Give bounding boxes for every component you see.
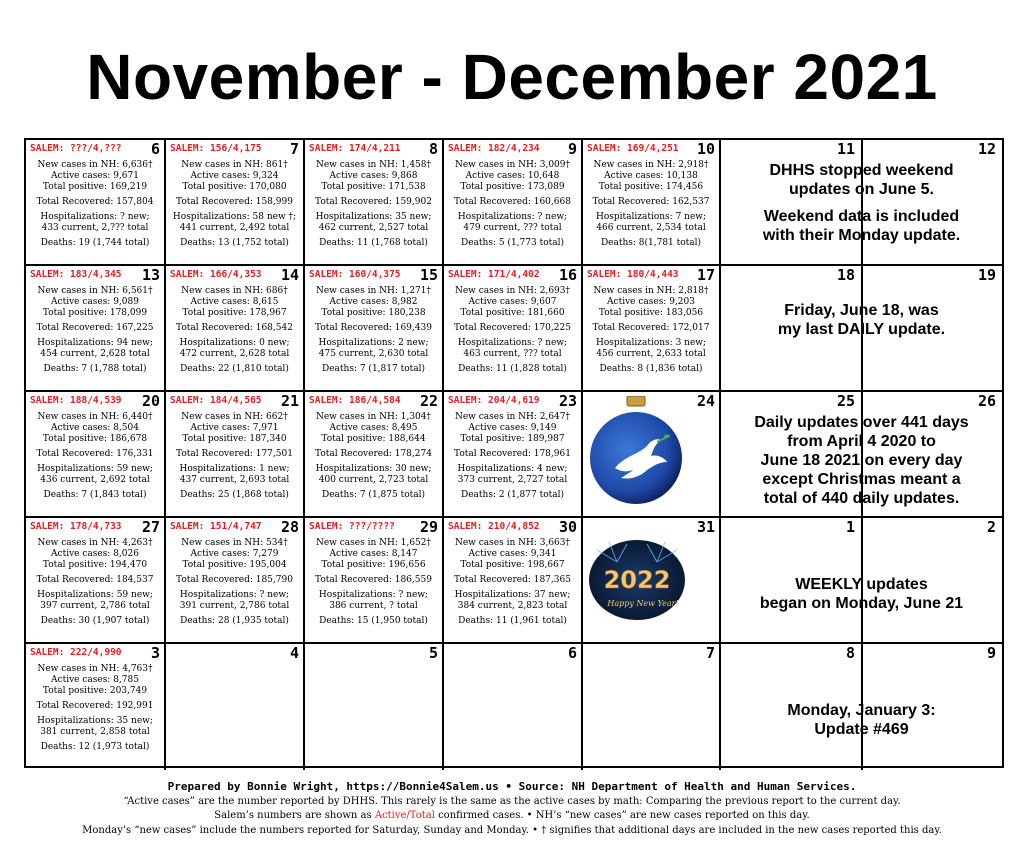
new-cases: New cases in NH: 662† (181, 412, 288, 422)
new-cases: New cases in NH: 1,304† (315, 412, 431, 422)
daily-stats (166, 160, 303, 249)
cell-header (166, 140, 303, 160)
footer-monday-note: Monday’s “new cases” include the numbers reported for Saturday, Sunday and Monday. • † signifies that additional days are included in the new cases reported this day. (82, 824, 942, 836)
salem-count: SALEM: 180/4,443 (587, 269, 679, 280)
cell-header (305, 392, 442, 412)
daily-stats (444, 160, 581, 249)
weekday-cell (444, 518, 583, 644)
hospitalizations: Hospitalizations: 59 new; (37, 464, 153, 474)
salem-count: SALEM: 166/4,353 (170, 269, 262, 280)
hospitalizations: Hospitalizations: 4 new; (457, 464, 568, 474)
day-number: 6 (567, 644, 577, 662)
hospital-current-total: 373 current, 2,727 total (457, 475, 568, 485)
total-recovered: Total Recovered: 178,961 (454, 449, 571, 459)
new-year-2022-image (587, 522, 687, 620)
day-number: 6 (150, 140, 160, 158)
new-cases: New cases in NH: 2,818† (593, 286, 709, 296)
saturday-day-number: 1 (845, 518, 855, 536)
active-cases: Active cases: 9,341 (468, 549, 557, 559)
new-cases: New cases in NH: 4,263† (37, 538, 153, 548)
hospital-current-total: 381 current, 2,858 total (40, 727, 150, 737)
deaths: Deaths: 5 (1,773 total) (461, 238, 564, 248)
hospitalizations: Hospitalizations: 0 new; (179, 338, 290, 348)
daily-stats (444, 412, 581, 501)
total-positive: Total positive: 178,967 (182, 308, 287, 318)
sunday-day-number: 2 (986, 518, 996, 536)
weekday-cell (26, 266, 166, 392)
active-cases: Active cases: 8,504 (51, 423, 139, 433)
saturday-column (721, 140, 861, 264)
weekend-note-line: except Christmas meant a (762, 471, 961, 488)
new-cases: New cases in NH: 534† (181, 538, 288, 548)
total-positive: Total positive: 187,340 (182, 434, 287, 444)
cell-header (166, 392, 303, 412)
weekend-note-line: Weekend data is included (763, 207, 960, 225)
day-number: 7 (705, 644, 715, 662)
weekday-cell (305, 140, 444, 266)
weekday-cell (444, 140, 583, 266)
cell-header (444, 266, 581, 286)
day-number: 13 (141, 266, 160, 284)
total-recovered: Total Recovered: 176,331 (36, 449, 154, 459)
hospital-current-total: 400 current, 2,723 total (318, 475, 429, 485)
daily-stats (26, 286, 164, 375)
total-positive: Total positive: 181,660 (460, 308, 565, 318)
day-number: 30 (558, 518, 577, 536)
weekday-cell (583, 518, 721, 644)
active-cases: Active cases: 9,607 (468, 297, 557, 307)
cell-header (305, 518, 442, 538)
weekend-note-line: WEEKLY updates (795, 576, 928, 593)
weekday-cell (166, 518, 305, 644)
active-cases: Active cases: 9,671 (51, 171, 139, 181)
day-number: 17 (696, 266, 715, 284)
active-cases: Active cases: 8,147 (329, 549, 418, 559)
hospitalizations: Hospitalizations: ? new; (457, 212, 568, 222)
salem-count: SALEM: 183/4,345 (30, 269, 122, 280)
saturday-day-number: 18 (836, 266, 855, 284)
sunday-day-number: 19 (977, 266, 996, 284)
day-number: 20 (141, 392, 160, 410)
total-recovered: Total Recovered: 186,559 (315, 575, 432, 585)
page-title: November - December 2021 (86, 41, 938, 113)
footer-active-note: “Active cases” are the number reported by DHHS. This rarely is the same as the active cases by math: Comparing the previous report to the current day. (123, 795, 901, 807)
total-positive: Total positive: 196,656 (321, 560, 426, 570)
active-cases: Active cases: 7,971 (190, 423, 279, 433)
weekend-note-line: updates on June 5. (789, 181, 934, 198)
hospital-current-total: 386 current, ? total (329, 601, 418, 611)
cell-header (166, 644, 303, 664)
cell-header (26, 518, 164, 538)
salem-count: SALEM: 210/4,852 (448, 521, 540, 532)
sunday-column (861, 140, 1002, 264)
cell-header (444, 644, 581, 664)
sunday-day-number: 26 (977, 392, 996, 410)
weekend-note-line: total of 440 daily updates. (763, 490, 960, 507)
deaths: Deaths: 7 (1,817 total) (322, 364, 425, 374)
total-positive: Total positive: 173,089 (460, 182, 565, 192)
cell-header (166, 266, 303, 286)
sunday-day-number: 12 (977, 140, 996, 158)
weekend-note-line: began on Monday, June 21 (759, 595, 964, 612)
day-number: 10 (696, 140, 715, 158)
day-number: 16 (558, 266, 577, 284)
total-positive: Total positive: 170,080 (182, 182, 287, 192)
footer-credit: Prepared by Bonnie Wright, https://Bonnie4Salem.us • Source: NH Department of Health and Human Services. (167, 780, 857, 793)
footer-salem-note-a: Salem’s numbers are shown as (214, 810, 375, 821)
deaths: Deaths: 8(1,781 total) (600, 238, 702, 248)
hospital-current-total: 466 current, 2,534 total (596, 223, 706, 233)
weekend-cell (721, 266, 1002, 392)
daily-stats (583, 160, 719, 249)
cell-header (26, 140, 164, 160)
daily-stats (583, 286, 719, 375)
weekday-cell (26, 392, 166, 518)
deaths: Deaths: 7 (1,788 total) (43, 364, 147, 374)
daily-stats (26, 412, 164, 501)
hospital-current-total: 475 current, 2,630 total (318, 349, 429, 359)
hospitalizations: Hospitalizations: 2 new; (318, 338, 429, 348)
daily-stats (26, 664, 164, 753)
active-cases: Active cases: 9,868 (329, 171, 418, 181)
weekend-note-line: from April 4 2020 to (787, 433, 936, 450)
total-recovered: Total Recovered: 185,790 (176, 575, 293, 585)
weekday-cell (583, 392, 721, 518)
cell-header (583, 266, 719, 286)
year-2022-label: 2022 (603, 566, 671, 594)
total-recovered: Total Recovered: 170,225 (454, 323, 571, 333)
salem-count: SALEM: 160/4,375 (309, 269, 401, 280)
saturday-day-number: 11 (836, 140, 855, 158)
new-cases: New cases in NH: 861† (181, 160, 288, 170)
salem-count: SALEM: 156/4,175 (170, 143, 262, 154)
total-recovered: Total Recovered: 157,804 (36, 197, 154, 207)
day-number: 3 (150, 644, 160, 662)
total-positive: Total positive: 174,456 (598, 182, 704, 192)
total-recovered: Total Recovered: 169,439 (315, 323, 432, 333)
new-cases: New cases in NH: 1,458† (315, 160, 431, 170)
salem-count: SALEM: 182/4,234 (448, 143, 540, 154)
active-cases: Active cases: 9,089 (51, 297, 139, 307)
day-number: 24 (696, 392, 715, 410)
hospital-current-total: 391 current, 2,786 total (179, 601, 290, 611)
hospitalizations: Hospitalizations: 37 new; (454, 590, 571, 600)
weekend-note-line: June 18 2021 on every day (760, 452, 963, 469)
new-cases: New cases in NH: 3,663† (454, 538, 570, 548)
total-positive: Total positive: 195,004 (182, 560, 287, 570)
active-cases: Active cases: 8,615 (190, 297, 279, 307)
hospital-current-total: 454 current, 2,628 total (40, 349, 150, 359)
deaths: Deaths: 13 (1,752 total) (180, 238, 289, 248)
day-number: 27 (141, 518, 160, 536)
day-number: 31 (696, 518, 715, 536)
hospitalizations: Hospitalizations: ? new; (179, 590, 290, 600)
salem-count: SALEM: 186/4,584 (309, 395, 401, 406)
total-positive: Total positive: 189,987 (460, 434, 565, 444)
new-cases: New cases in NH: 6,440† (37, 412, 153, 422)
hospital-current-total: 456 current, 2,633 total (596, 349, 706, 359)
weekend-note-line: DHHS stopped weekend (769, 162, 954, 179)
active-cases: Active cases: 9,149 (468, 423, 557, 433)
new-cases: New cases in NH: 2,647† (454, 412, 570, 422)
weekend-note-line: Friday, June 18, was (784, 302, 939, 319)
new-cases: New cases in NH: 1,652† (315, 538, 431, 548)
saturday-day-number: 8 (845, 644, 855, 662)
day-number: 28 (280, 518, 299, 536)
new-cases: New cases in NH: 2,918† (593, 160, 709, 170)
weekend-note-line: with their Monday update. (762, 226, 961, 244)
deaths: Deaths: 7 (1,875 total) (322, 490, 425, 500)
hospitalizations: Hospitalizations: ? new; (457, 338, 568, 348)
weekend-cell (721, 392, 1002, 518)
hospital-current-total: 463 current, ??? total (463, 349, 562, 359)
active-cases: Active cases: 10,648 (465, 171, 560, 181)
total-positive: Total positive: 198,667 (460, 560, 565, 570)
weekday-cell (444, 644, 583, 770)
day-number: 15 (419, 266, 438, 284)
salem-count: SALEM: 222/4,990 (30, 647, 122, 658)
cell-header (26, 392, 164, 412)
weekend-note-line: my last DAILY update. (777, 321, 946, 338)
hospital-current-total: 472 current, 2,628 total (179, 349, 290, 359)
hospitalizations: Hospitalizations: 1 new; (179, 464, 290, 474)
hospitalizations: Hospitalizations: ? new; (40, 212, 150, 222)
salem-count: SALEM: 188/4,539 (30, 395, 122, 406)
cell-header (583, 140, 719, 160)
total-positive: Total positive: 203,749 (42, 686, 148, 696)
deaths: Deaths: 2 (1,877 total) (461, 490, 564, 500)
footer-salem-note-b: confirmed cases. • NH’s “new cases” are new cases reported on this day. (434, 810, 810, 821)
hospitalizations: Hospitalizations: 59 new; (37, 590, 153, 600)
cell-header (26, 644, 164, 664)
daily-stats (305, 538, 442, 627)
weekend-note-line: Update #469 (814, 721, 909, 738)
hospital-current-total: 384 current, 2,823 total (457, 601, 568, 611)
active-cases: Active cases: 7,279 (190, 549, 279, 559)
salem-count: SALEM: 184/4,565 (170, 395, 262, 406)
salem-count: SALEM: 174/4,211 (309, 143, 401, 154)
hospital-current-total: 441 current, 2,492 total (179, 223, 290, 233)
hospitalizations: Hospitalizations: 35 new; (315, 212, 432, 222)
total-positive: Total positive: 180,238 (321, 308, 426, 318)
salem-count: SALEM: 151/4,747 (170, 521, 262, 532)
daily-stats (305, 160, 442, 249)
cell-header (444, 392, 581, 412)
weekday-cell (583, 140, 721, 266)
cell-header (166, 518, 303, 538)
active-cases: Active cases: 8,026 (51, 549, 139, 559)
cell-header (444, 518, 581, 538)
christmas-ornament-image (587, 396, 687, 508)
total-positive: Total positive: 186,678 (42, 434, 148, 444)
weekday-cell (166, 392, 305, 518)
deaths: Deaths: 8 (1,836 total) (599, 364, 703, 374)
weekday-cell (26, 518, 166, 644)
weekday-cell (444, 266, 583, 392)
weekday-cell (583, 266, 721, 392)
weekday-cell (305, 644, 444, 770)
hospital-current-total: 397 current, 2,786 total (40, 601, 150, 611)
salem-count: SALEM: 169/4,251 (587, 143, 679, 154)
weekday-cell (26, 140, 166, 266)
hospitalizations: Hospitalizations: 3 new; (595, 338, 707, 348)
daily-stats (166, 286, 303, 375)
hospital-current-total: 437 current, 2,693 total (179, 475, 290, 485)
hospital-current-total: 436 current, 2,692 total (40, 475, 150, 485)
weekday-cell (166, 140, 305, 266)
day-number: 7 (289, 140, 299, 158)
calendar-grid (24, 138, 1004, 768)
total-positive: Total positive: 194,470 (42, 560, 148, 570)
total-recovered: Total Recovered: 172,017 (592, 323, 710, 333)
day-number: 22 (419, 392, 438, 410)
total-positive: Total positive: 188,644 (321, 434, 426, 444)
total-recovered: Total Recovered: 167,225 (36, 323, 154, 333)
cell-header (444, 140, 581, 160)
new-cases: New cases in NH: 6,636† (37, 160, 153, 170)
daily-stats (305, 286, 442, 375)
hospitalizations: Hospitalizations: ? new; (318, 590, 429, 600)
total-positive: Total positive: 178,099 (42, 308, 148, 318)
total-positive: Total positive: 171,538 (321, 182, 426, 192)
new-cases: New cases in NH: 4,763† (37, 664, 153, 674)
weekday-cell (305, 266, 444, 392)
deaths: Deaths: 15 (1,950 total) (319, 616, 428, 626)
deaths: Deaths: 7 (1,843 total) (43, 490, 147, 500)
weekend-note-line: Daily updates over 441 days (754, 414, 969, 431)
salem-count: SALEM: 204/4,619 (448, 395, 540, 406)
weekday-cell (26, 644, 166, 770)
total-recovered: Total Recovered: 162,537 (592, 197, 710, 207)
hospital-current-total: 433 current, 2,??? total (41, 223, 149, 233)
footer-salem-note-red: Active/Total (374, 810, 435, 821)
day-number: 9 (567, 140, 577, 158)
active-cases: Active cases: 9,203 (607, 297, 695, 307)
weekend-note-line: Monday, January 3: (787, 702, 936, 719)
deaths: Deaths: 25 (1,868 total) (180, 490, 289, 500)
weekday-cell (166, 644, 305, 770)
total-recovered: Total Recovered: 177,501 (176, 449, 293, 459)
daily-stats (444, 286, 581, 375)
salem-count: SALEM: ???/???? (309, 521, 395, 532)
deaths: Deaths: 11 (1,828 total) (458, 364, 567, 374)
hospitalizations: Hospitalizations: 58 new †; (172, 212, 297, 222)
total-positive: Total positive: 169,219 (42, 182, 148, 192)
new-cases: New cases in NH: 2,693† (454, 286, 570, 296)
daily-stats (166, 412, 303, 501)
hospital-current-total: 479 current, ??? total (463, 223, 562, 233)
cell-header (305, 140, 442, 160)
salem-count: SALEM: 178/4,733 (30, 521, 122, 532)
footer-notes (0, 780, 1024, 838)
weekday-cell (444, 392, 583, 518)
daily-stats (305, 412, 442, 501)
active-cases: Active cases: 9,324 (190, 171, 279, 181)
hospitalizations: Hospitalizations: 35 new; (37, 716, 153, 726)
hospitalizations: Hospitalizations: 7 new; (595, 212, 707, 222)
footer-salem-note (0, 809, 1024, 824)
day-number: 4 (289, 644, 299, 662)
active-cases: Active cases: 10,138 (604, 171, 698, 181)
new-cases: New cases in NH: 3,009† (454, 160, 570, 170)
cell-header (305, 266, 442, 286)
active-cases: Active cases: 8,785 (51, 675, 139, 685)
total-recovered: Total Recovered: 178,274 (315, 449, 432, 459)
deaths: Deaths: 19 (1,744 total) (40, 238, 150, 248)
weekend-cell (721, 518, 1002, 644)
sunday-day-number: 9 (986, 644, 996, 662)
day-number: 14 (280, 266, 299, 284)
deaths: Deaths: 30 (1,907 total) (40, 616, 150, 626)
cell-header (583, 644, 719, 664)
weekend-cell (721, 644, 1002, 770)
deaths: Deaths: 12 (1,973 total) (40, 742, 150, 752)
weekday-cell (583, 644, 721, 770)
new-cases: New cases in NH: 686† (181, 286, 288, 296)
active-cases: Active cases: 8,495 (329, 423, 418, 433)
daily-stats (166, 538, 303, 627)
weekday-cell (305, 392, 444, 518)
salem-count: SALEM: ???/4,??? (30, 143, 122, 154)
hospitalizations: Hospitalizations: 94 new; (37, 338, 153, 348)
total-recovered: Total Recovered: 158,999 (176, 197, 293, 207)
total-positive: Total positive: 183,056 (598, 308, 704, 318)
weekday-cell (305, 518, 444, 644)
cell-header (26, 266, 164, 286)
total-recovered: Total Recovered: 187,365 (454, 575, 571, 585)
weekday-cell (166, 266, 305, 392)
hospital-current-total: 462 current, 2,527 total (318, 223, 429, 233)
happy-new-year-label: Happy New Year! (607, 599, 679, 608)
new-cases: New cases in NH: 6,561† (37, 286, 153, 296)
total-recovered: Total Recovered: 184,537 (36, 575, 154, 585)
total-recovered: Total Recovered: 168,542 (176, 323, 293, 333)
daily-stats (444, 538, 581, 627)
total-recovered: Total Recovered: 192,991 (36, 701, 154, 711)
active-cases: Active cases: 8,982 (329, 297, 418, 307)
day-number: 21 (280, 392, 299, 410)
deaths: Deaths: 28 (1,935 total) (180, 616, 289, 626)
total-recovered: Total Recovered: 159,902 (315, 197, 432, 207)
day-number: 8 (428, 140, 438, 158)
hospitalizations: Hospitalizations: 30 new; (315, 464, 432, 474)
day-number: 23 (558, 392, 577, 410)
cell-header (305, 644, 442, 664)
total-recovered: Total Recovered: 160,668 (454, 197, 571, 207)
deaths: Deaths: 11 (1,768 total) (319, 238, 428, 248)
weekend-cell (721, 140, 1002, 266)
new-cases: New cases in NH: 1,271† (315, 286, 431, 296)
saturday-day-number: 25 (836, 392, 855, 410)
day-number: 5 (428, 644, 438, 662)
daily-stats (26, 538, 164, 627)
day-number: 29 (419, 518, 438, 536)
salem-count: SALEM: 171/4,402 (448, 269, 540, 280)
deaths: Deaths: 22 (1,810 total) (180, 364, 289, 374)
deaths: Deaths: 11 (1,961 total) (458, 616, 567, 626)
daily-stats (26, 160, 164, 249)
